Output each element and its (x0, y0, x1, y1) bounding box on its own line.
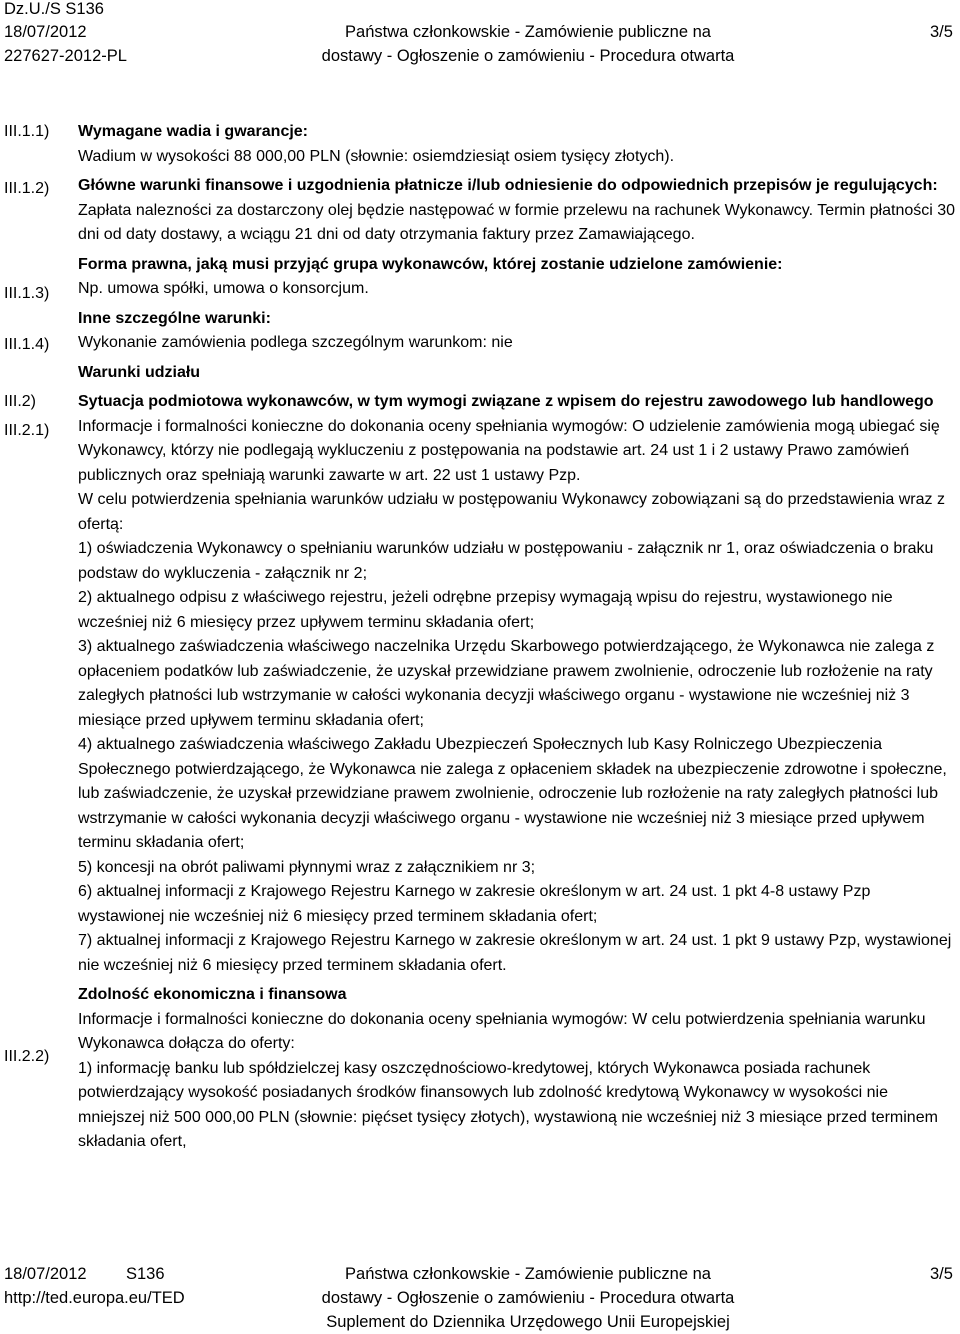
section-text: Zapłata nalezności za dostarczony olej będzie następować w formie przelewu na rachunek Wykonawcy. Termin płatności 30 dni od daty dostawy, a wciągu 21 dni od daty otrzymania faktury przez Zamawiającego. (78, 201, 956, 243)
header-page-number: 3/5 (930, 23, 953, 41)
list-item: 2) aktualnego odpisu z właściwego rejestru, jeżeli odrębne przepisy wymagają wpisu do rejestru, wystawionego nie wcześniej niż 6 miesięcy przez upływem terminu składania ofert; (78, 589, 893, 631)
page-header (0, 0, 960, 75)
section-title: Inne szczególne warunki: (78, 309, 271, 327)
list-item: 5) koncesji na obrót paliwami płynnymi wraz z załącznikiem nr 3; (78, 858, 536, 876)
header-date: 18/07/2012 (4, 23, 87, 41)
section-number: III.1.4) (4, 336, 50, 353)
list-item: 3) aktualnego zaświadczenia właściwego naczelnika Urzędu Skarbowego potwierdzającego, że Wykonawca nie zalega z opłaceniem podatków lub zaświadczenie, że uzyskał przewidziane prawem zwolnienie, odroczenie lub rozłożenie na raty zaległych płatności lub wstrzymanie w całości wykonania decyzji właściwego organu - wystawione nie wcześniej niż 3 miesiące przed upływem terminu składania ofert; (78, 638, 935, 729)
footer-title-line2: dostawy - Ogłoszenie o zamówieniu - Procedura otwarta (321, 1289, 735, 1307)
section-title: Główne warunki finansowe i uzgodnienia płatnicze i/lub odniesienie do odpowiednich przepisów je regulujących: (78, 177, 938, 194)
paragraph: Informacje i formalności konieczne do dokonania oceny spełniania wymogów: O udzielenie zamówienia mogą ubiegać się Wykonawcy, którzy nie podlegają wykluczeniu z postępowania na podstawie art. 24 ust 1 i 2 ustawy Prawo zamówień publicznych oraz spełniają warunki zawarte w art. 22 ust 1 ustawy Pzp. (78, 417, 940, 484)
section-text: Wadium w wysokości 88 000,00 PLN (słownie: osiemdziesiąt osiem tysięcy złotych). (78, 147, 675, 165)
notice-body (78, 120, 956, 1155)
list-item: 6) aktualnej informacji z Krajowego Rejestru Karnego w zakresie określonym w art. 24 ust. 1 pkt 4-8 ustawy Pzp wystawionej nie wcześniej niż 6 miesięcy przed terminem składania ofert; (78, 883, 871, 925)
list-item: 4) aktualnego zaświadczenia właściwego Zakładu Ubezpieczeń Społecznych lub Kasy Rolniczego Ubezpieczenia Społecznego potwierdzającego, że Wykonawca nie zalega z opłaceniem składek na ubezpieczenie zdrowotne i społeczne, lub zaświadczenie, że uzyskał przewidziane prawem zwolnienie, odroczenie lub rozłożenie na raty zaległych płatności lub wstrzymanie w całości wykonania decyzji właściwego organu - wystawione nie wcześniej niż 3 miesiące przed upływem terminu składania ofert; (78, 736, 947, 851)
section-title: Sytuacja podmiotowa wykonawców, w tym wymogi związane z wpisem do rejestru zawodowego lub handlowego (78, 393, 934, 410)
footer-journal-number: S136 (126, 1265, 165, 1283)
section-title: Forma prawna, jaką musi przyjąć grupa wykonawców, której zostanie udzielone zamówienie: (78, 255, 783, 273)
journal-reference: Dz.U./S S136 (4, 0, 104, 18)
section-number: III.1.3) (4, 285, 50, 302)
section-text: Np. umowa spółki, umowa o konsorcjum. (78, 280, 369, 297)
section-number: III.1.1) (4, 123, 50, 140)
header-title-line2: dostawy - Ogłoszenie o zamówieniu - Procedura otwarta (321, 47, 735, 65)
section-number: III.2.2) (4, 1048, 50, 1065)
footer-title-line1: Państwa członkowskie - Zamówienie publiczne na (345, 1265, 711, 1283)
section-title: Warunki udziału (78, 363, 201, 381)
section-title: Wymagane wadia i gwarancje: (78, 123, 309, 140)
section-number: III.1.2) (4, 180, 50, 197)
notice-number: 227627-2012-PL (4, 47, 127, 65)
footer-date: 18/07/2012 (4, 1265, 87, 1283)
section-title: Zdolność ekonomiczna i finansowa (78, 986, 347, 1003)
section-text: Wykonanie zamówienia podlega szczególnym warunkom: nie (78, 334, 513, 351)
list-item: 1) informację banku lub spółdzielczej kasy oszczędnościowo-kredytowej, których Wykonawca posiada rachunek potwierdzający wysokość posiadanych środków finansowych lub zdolność kredytową Wykonawcy w wysokości nie mniejszej niż 500 000,00 PLN (słownie: pięćset tysięcy złotych), wystawioną nie wcześniej niż 3 miesiące przed terminem składania ofert, (78, 1059, 938, 1150)
list-item: 7) aktualnej informacji z Krajowego Rejestru Karnego w zakresie określonym w art. 24 ust. 1 pkt 9 ustawy Pzp, wystawionej nie wcześniej niż 6 miesięcy przed terminem składania ofert. (78, 932, 952, 974)
section-number: III.2) (4, 393, 37, 410)
header-title-line1: Państwa członkowskie - Zamówienie publiczne na (345, 23, 711, 41)
footer-url: http://ted.europa.eu/TED (4, 1289, 185, 1307)
page-footer (0, 1262, 960, 1334)
paragraph: W celu potwierdzenia spełniania warunków udziału w postępowaniu Wykonawcy zobowiązani są do przedstawienia wraz z ofertą: (78, 491, 945, 533)
footer-title-line3: Suplement do Dziennika Urzędowego Unii Europejskiej (326, 1313, 730, 1331)
footer-page-number: 3/5 (930, 1265, 953, 1283)
paragraph: Informacje i formalności konieczne do dokonania oceny spełniania wymogów: W celu potwierdzenia spełniania warunku Wykonawca dołącza do oferty: (78, 1010, 926, 1052)
section-number: III.2.1) (4, 422, 50, 439)
list-item: 1) oświadczenia Wykonawcy o spełnianiu warunków udziału w postępowaniu - załącznik nr 1, oraz oświadczenia o braku podstaw do wykluczenia - załącznik nr 2; (78, 540, 934, 582)
